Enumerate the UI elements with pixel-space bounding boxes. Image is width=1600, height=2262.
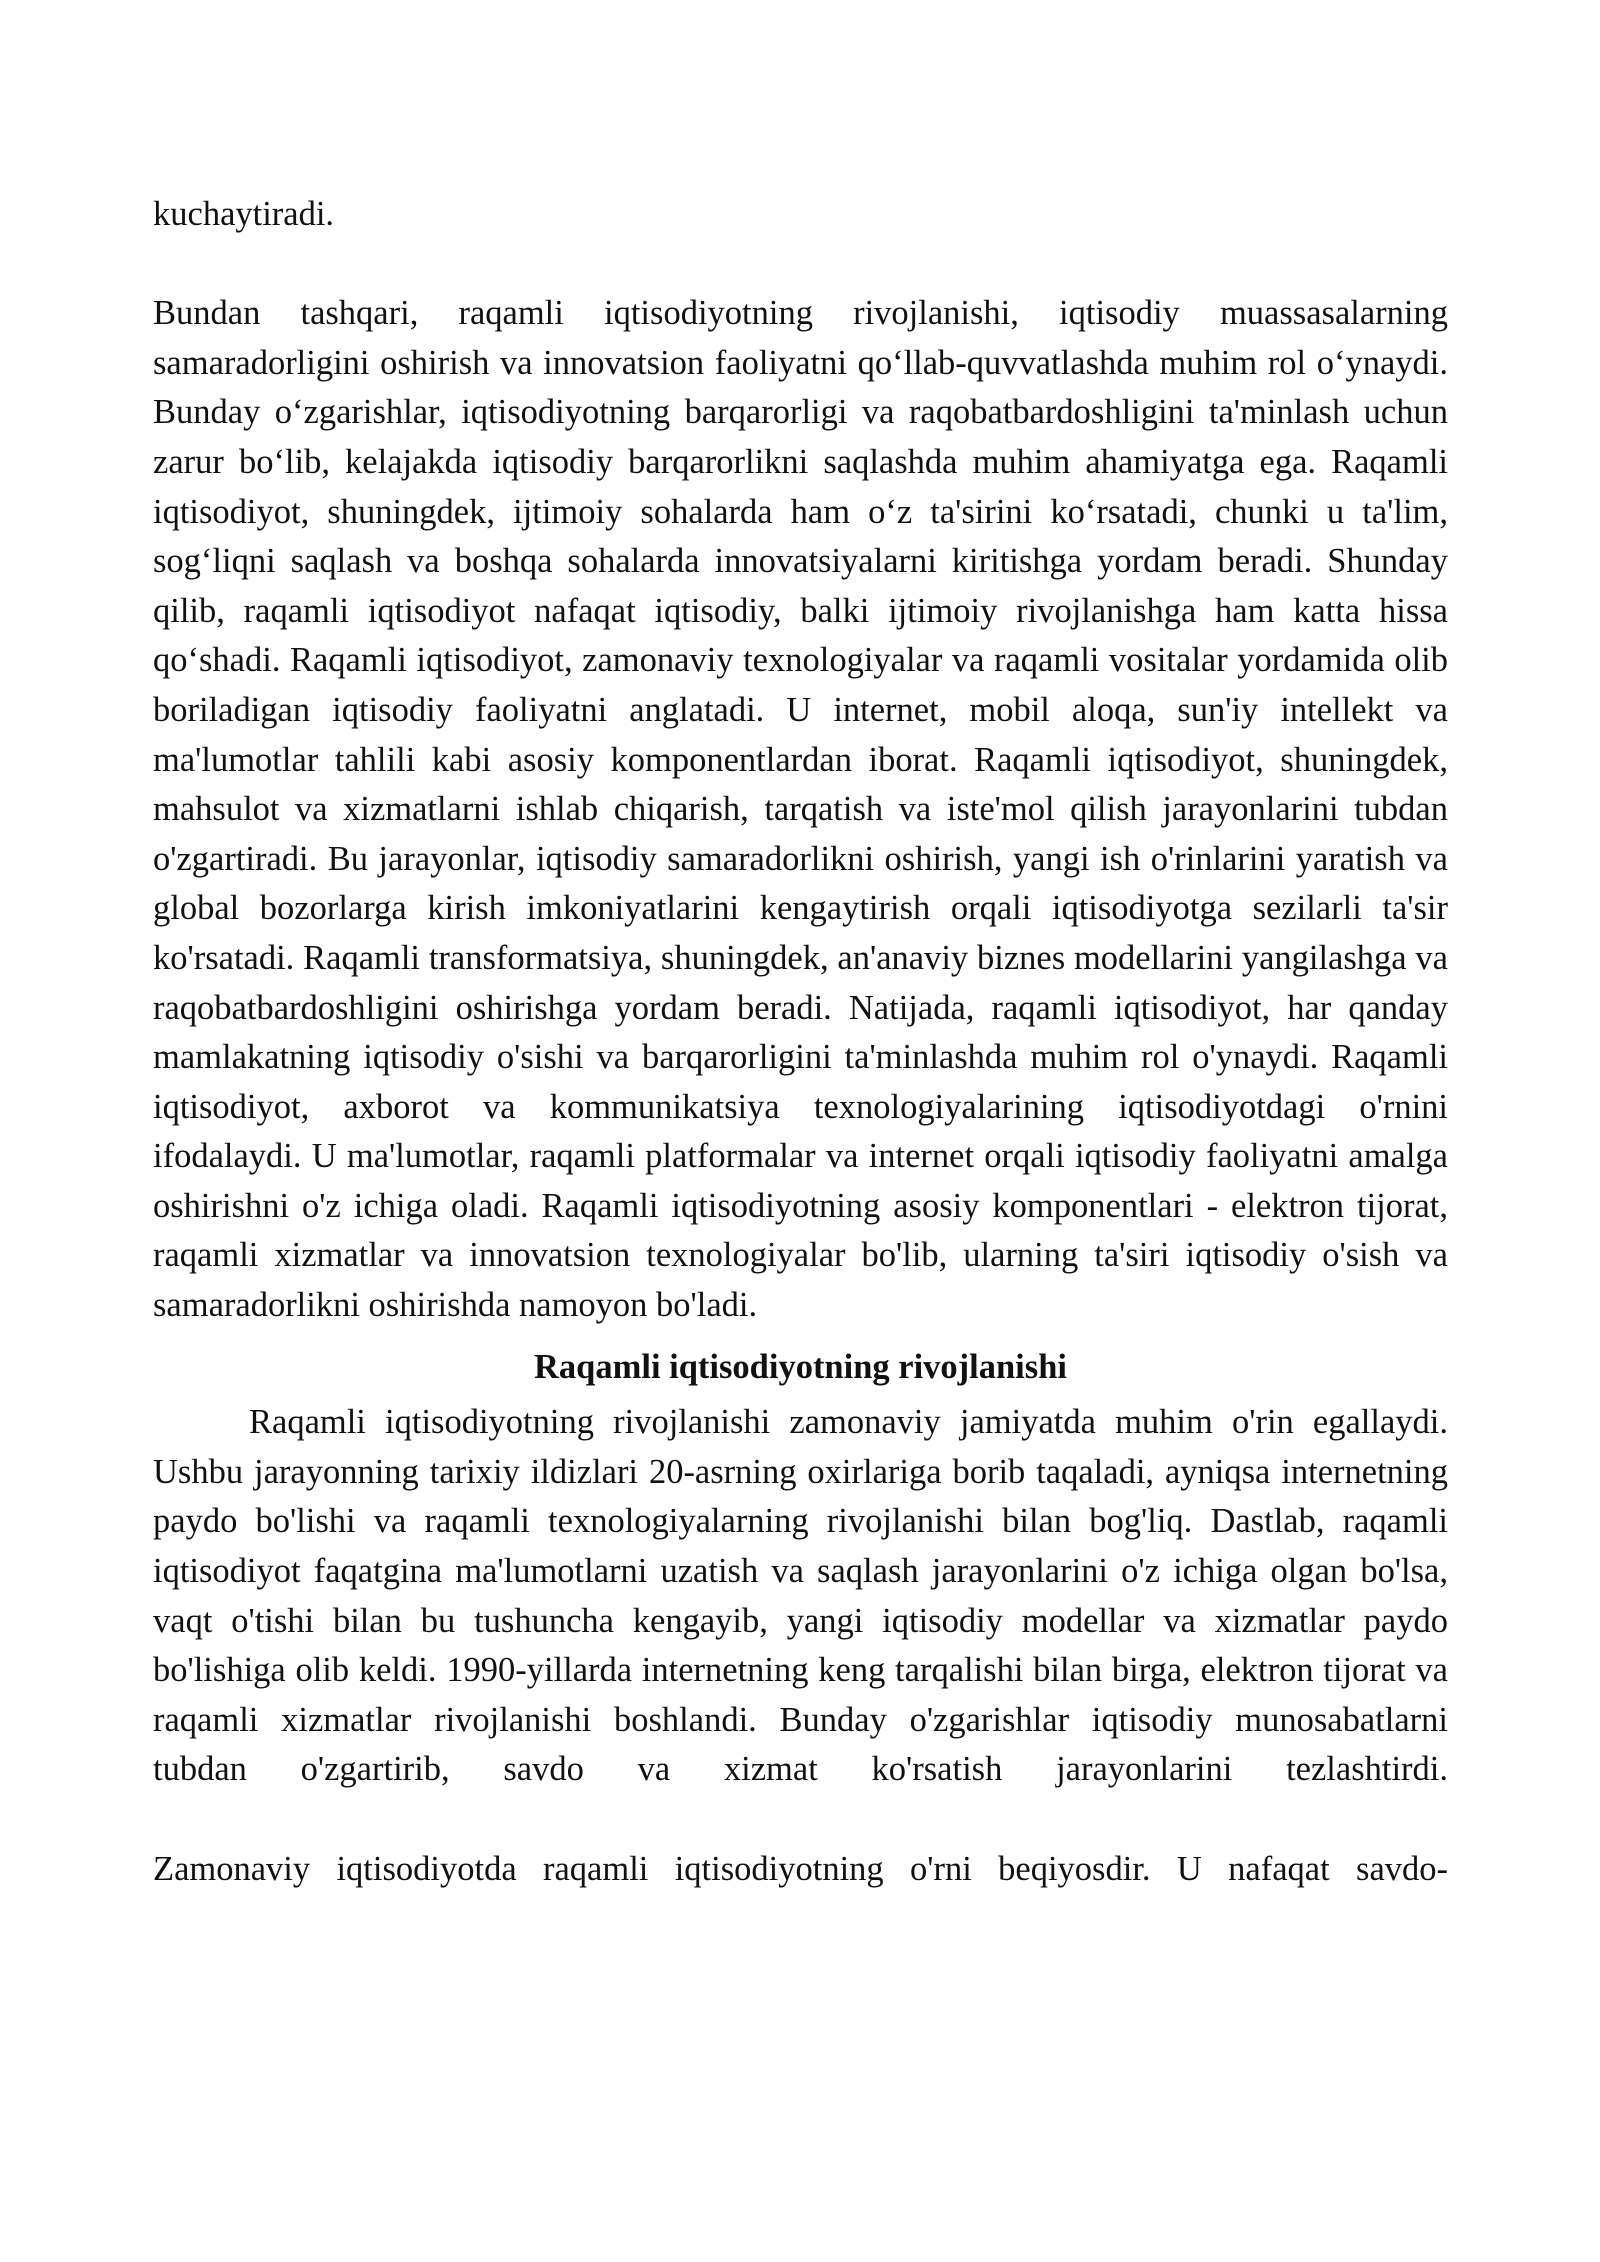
- paragraph-continuation: kuchaytiradi.: [153, 195, 335, 233]
- document-page: [153, 190, 1448, 1894]
- paragraph-spacer: [153, 1795, 1448, 1845]
- paragraph-development-history: Raqamli iqtisodiyotning rivojlanishi zamonaviy jamiyatda muhim o'rin egallaydi. Ushbu jarayonning tarixiy ildizlari 20-asrning oxirlariga borib taqaladi, ayniqsa internetning paydo bo'lishi va raqamli texnologiyalarning rivojlanishi bilan bog'liq. Dastlab, raqamli iqtisodiyot faqatgina ma'lumotlarni uzatish va saqlash jarayonlarini o'z ichiga olgan bo'lsa, vaqt o'tishi bilan bu tushuncha kengayib, yangi iqtisodiy modellar va xizmatlar paydo bo'lishiga olib keldi. 1990-yillarda internetning keng tarqalishi bilan birga, elektron tijorat va raqamli xizmatlar rivojlanishi boshlandi. Bunday o'zgarishlar iqtisodiy munosabatlarni tubdan o'zgartirib, savdo va xizmat ko'rsatish jarayonlarini tezlashtirdi.: [153, 1403, 1448, 1789]
- paragraph-spacer: [153, 240, 1448, 290]
- paragraph-digital-economy-impact: Bundan tashqari, raqamli iqtisodiyotning rivojlanishi, iqtisodiy muassasalarning samaradorligini oshirish va innovatsion faoliyatni qo‘llab-quvvatlashda muhim rol o‘ynaydi. Bunday o‘zgarishlar, iqtisodiyotning barqarorligi va raqobatbardoshligini ta'minlash uchun zarur bo‘lib, kelajakda iqtisodiy barqarorlikni saqlashda muhim ahamiyatga ega. Raqamli iqtisodiyot, shuningdek, ijtimoiy sohalarda ham o‘z ta'sirini ko‘rsatadi, chunki u ta'lim, sog‘liqni saqlash va boshqa sohalarda innovatsiyalarni kiritishga yordam beradi. Shunday qilib, raqamli iqtisodiyot nafaqat iqtisodiy, balki ijtimoiy rivojlanishga ham katta hissa qo‘shadi. Raqamli iqtisodiyot, zamonaviy texnologiyalar va raqamli vositalar yordamida olib boriladigan iqtisodiy faoliyatni anglatadi. U internet, mobil aloqa, sun'iy intellekt va ma'lumotlar tahlili kabi asosiy komponentlardan iborat. Raqamli iqtisodiyot, shuningdek, mahsulot va xizmatlarni ishlab chiqarish, tarqatish va iste'mol qilish jarayonlarini tubdan o'zgartiradi. Bu jarayonlar, iqtisodiy samaradorlikni oshirish, yangi ish o'rinlarini yaratish va global bozorlarga kirish imkoniyatlarini kengaytirish orqali iqtisodiyotga sezilarli ta'sir ko'rsatadi. Raqamli transformatsiya, shuningdek, an'anaviy biznes modellarini yangilashga va raqobatbardoshligini oshirishga yordam beradi. Natijada, raqamli iqtisodiyot, har qanday mamlakatning iqtisodiy o'sishi va barqarorligini ta'minlashda muhim rol o'ynaydi. Raqamli iqtisodiyot, axborot va kommunikatsiya texnologiyalarining iqtisodiyotdagi o'rnini ifodalaydi. U ma'lumotlar, raqamli platformalar va internet orqali iqtisodiy faoliyatni amalga oshirishni o'z ichiga oladi. Raqamli iqtisodiyotning asosiy komponentlari - elektron tijorat, raqamli xizmatlar va innovatsion texnologiyalar bo'lib, ularning ta'siri iqtisodiy o'sish va samaradorlikni oshirishda namoyon bo'ladi.: [153, 294, 1448, 1325]
- paragraph-modern-economy: Zamonaviy iqtisodiyotda raqamli iqtisodiyotning o'rni beqiyosdir. U nafaqat savdo-: [153, 1849, 1448, 1888]
- section-heading: Raqamli iqtisodiyotning rivojlanishi: [534, 1347, 1067, 1386]
